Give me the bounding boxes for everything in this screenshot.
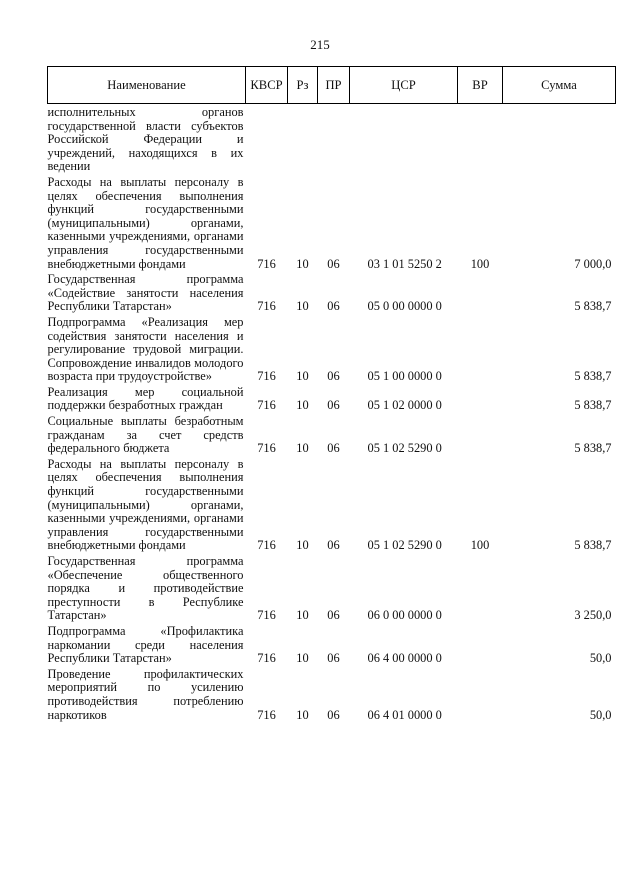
row-pr: 06: [327, 369, 340, 384]
table-row: [48, 271, 616, 314]
row-pr: 06: [327, 538, 340, 553]
row-rz: [288, 104, 318, 174]
row-name: Проведение профилактических мероприятий по усилению противодействия потреблению наркотиков: [47, 666, 244, 722]
table-row: [48, 104, 616, 174]
row-kvsr: 716: [257, 299, 276, 314]
row-kvsr: 716: [257, 398, 276, 413]
row-csr: 05 1 02 5290 0: [367, 538, 442, 553]
row-csr: 05 1 02 0000 0: [367, 398, 442, 413]
row-rz: 10: [296, 398, 309, 413]
table-row: [48, 456, 616, 553]
row-csr: 06 0 00 0000 0: [367, 608, 442, 623]
row-sum: 5 838,7: [574, 299, 612, 314]
row-rz: 10: [296, 441, 309, 456]
header-sum: Сумма: [503, 67, 616, 104]
row-sum: [503, 104, 616, 174]
row-pr: 06: [327, 398, 340, 413]
row-rz: 10: [296, 608, 309, 623]
header-rz: Рз: [288, 67, 318, 104]
table-row: [48, 174, 616, 271]
row-rz: 10: [296, 369, 309, 384]
row-rz: 10: [296, 299, 309, 314]
table-row: [48, 314, 616, 384]
row-vr: [458, 104, 503, 174]
row-csr: 03 1 01 5250 2: [367, 256, 442, 271]
row-rz: 10: [296, 707, 309, 722]
row-name: Расходы на выплаты персоналу в целях обеспечения выполнения функций государственными (муниципальными) органами, казенными учреждениями, органами управления государственными внебюджетными фондами: [47, 456, 244, 553]
table-row: [48, 666, 616, 722]
row-pr: 06: [327, 707, 340, 722]
row-pr: 06: [327, 441, 340, 456]
row-csr: 06 4 00 0000 0: [367, 651, 442, 666]
row-vr: 100: [470, 538, 490, 553]
row-vr: [458, 271, 503, 314]
row-kvsr: 716: [257, 651, 276, 666]
row-pr: [318, 104, 350, 174]
row-csr: 05 0 00 0000 0: [367, 299, 442, 314]
row-name: Государственная программа «Обеспечение общественного порядка и противодействие преступности в Республике Татарстан»: [47, 554, 244, 623]
row-sum: 50,0: [589, 651, 612, 666]
row-name: Государственная программа «Содействие занятости населения Республики Татарстан»: [47, 272, 244, 314]
row-vr: 100: [470, 256, 490, 271]
table-row: [48, 623, 616, 666]
row-sum: 5 838,7: [574, 538, 612, 553]
row-sum: 7 000,0: [574, 256, 612, 271]
row-pr: 06: [327, 299, 340, 314]
header-name: Наименование: [48, 67, 246, 104]
table-row: [48, 384, 616, 413]
row-kvsr: 716: [257, 608, 276, 623]
row-kvsr: 716: [257, 441, 276, 456]
row-pr: 06: [327, 256, 340, 271]
row-vr: [458, 623, 503, 666]
row-pr: 06: [327, 608, 340, 623]
row-vr: [458, 666, 503, 722]
table-header-row: [48, 67, 616, 104]
row-csr: 05 1 00 0000 0: [367, 369, 442, 384]
row-sum: 5 838,7: [574, 441, 612, 456]
row-rz: 10: [296, 256, 309, 271]
header-csr: ЦСР: [350, 67, 458, 104]
row-name: Реализация мер социальной поддержки безработных граждан: [47, 384, 244, 413]
row-name: Расходы на выплаты персоналу в целях обеспечения выполнения функций государственными (муниципальными) органами, казенными учреждениями, органами управления государственными внебюджетными фондами: [47, 174, 244, 271]
row-kvsr: 716: [257, 707, 276, 722]
row-kvsr: 716: [257, 256, 276, 271]
row-csr: 05 1 02 5290 0: [367, 441, 442, 456]
row-rz: 10: [296, 651, 309, 666]
row-sum: 50,0: [589, 707, 612, 722]
row-vr: [458, 384, 503, 413]
table-row: [48, 413, 616, 456]
row-name: Подпрограмма «Реализация мер содействия занятости населения и регулирование трудовой миграции. Сопровождение инвалидов молодого возраста при трудоустройстве»: [47, 314, 244, 384]
page-number: 215: [310, 37, 330, 52]
row-sum: 5 838,7: [574, 398, 612, 413]
row-name: Социальные выплаты безработным гражданам за счет средств федерального бюджета: [47, 414, 244, 456]
table-row: [48, 553, 616, 623]
row-vr: [458, 553, 503, 623]
row-csr: [350, 104, 458, 174]
row-vr: [458, 413, 503, 456]
row-sum: 3 250,0: [574, 608, 612, 623]
row-pr: 06: [327, 651, 340, 666]
row-kvsr: [246, 104, 288, 174]
row-vr: [458, 314, 503, 384]
budget-table: [47, 66, 616, 722]
row-name: исполнительных органов государственной власти субъектов Российской Федерации и учреждений, находящихся в их ведении: [47, 105, 244, 174]
row-csr: 06 4 01 0000 0: [367, 707, 442, 722]
row-kvsr: 716: [257, 538, 276, 553]
row-sum: 5 838,7: [574, 369, 612, 384]
header-kvsr: КВСР: [246, 67, 288, 104]
header-pr: ПР: [318, 67, 350, 104]
row-kvsr: 716: [257, 369, 276, 384]
row-name: Подпрограмма «Профилактика наркомании среди населения Республики Татарстан»: [47, 623, 244, 666]
table-body: [48, 104, 616, 723]
header-vr: ВР: [458, 67, 503, 104]
row-rz: 10: [296, 538, 309, 553]
